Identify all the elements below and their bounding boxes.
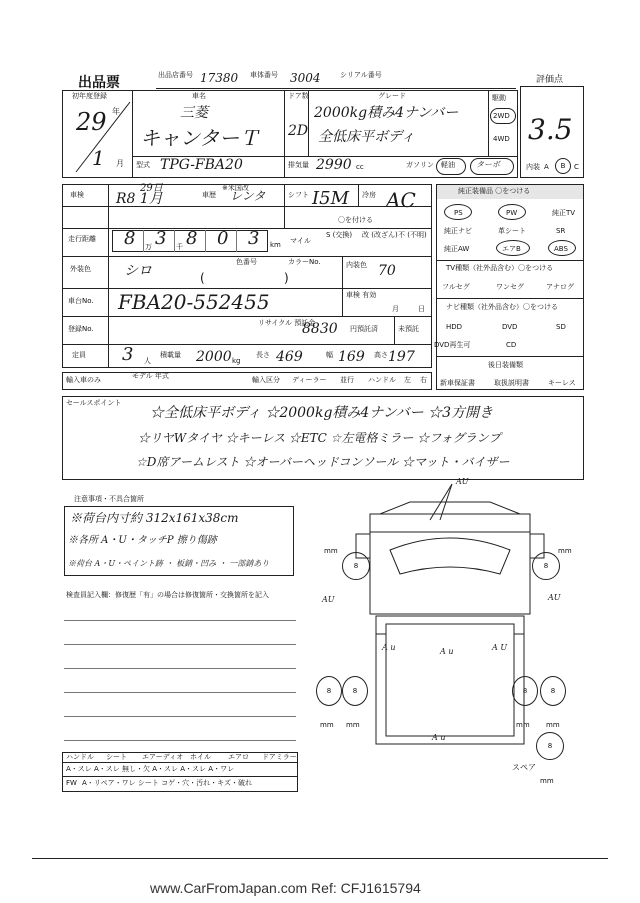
color-value: シロ <box>124 263 152 279</box>
meter-opt-kai: 改 (改ざん) <box>362 231 398 239</box>
interior-label: 内装 <box>526 163 540 171</box>
notes-line2: ※各所 A・U・タッチP 擦り傷跡 <box>68 535 217 546</box>
width-value: 169 <box>338 349 365 365</box>
handle-label: ハンドル <box>368 376 396 384</box>
interior-grade-b: B <box>555 158 571 174</box>
meter-opt-fu: 不 (不明) <box>398 231 427 239</box>
displacement-label: 排気量 <box>288 161 309 169</box>
mileage-digit-4: 0 <box>217 228 229 249</box>
model-type-label: 型式 <box>136 161 150 169</box>
first-reg-label: 初年度登録 <box>72 92 107 100</box>
eq-airbag: エアB <box>502 245 521 253</box>
mm-spare: mm <box>540 777 554 785</box>
eq-ps: PS <box>454 209 463 217</box>
fuel-gasoline: ガソリン <box>406 161 434 169</box>
rear-title: 後日装備類 <box>488 361 523 369</box>
rating-label: 評価点 <box>536 75 564 85</box>
register-label: 登録No. <box>68 325 94 333</box>
mark-5: A u <box>440 647 454 656</box>
sales-point-line2: ☆リヤWタイヤ ☆キーレス ☆ETC ☆左電格ミラー ☆フォグランプ <box>138 431 501 445</box>
mileage-sen: 千 <box>176 243 183 251</box>
tv-oneseg: ワンセグ <box>496 283 524 291</box>
eq-sr: SR <box>556 227 566 235</box>
detail-grid <box>62 184 432 368</box>
exhibitor-no-label: 出品店番号 <box>158 71 193 79</box>
sales-points-label: セールスポイント <box>66 399 122 407</box>
load-unit: kg <box>232 357 241 365</box>
mileage-unit: km <box>270 241 281 249</box>
meter-opt-s: S (交換) <box>326 231 353 239</box>
mileage-label: 走行距離 <box>68 235 96 243</box>
serial-no-label: シリアル番号 <box>340 71 382 79</box>
car-name-model: キャンターＴ <box>140 126 260 150</box>
inspection-day: 29日 <box>140 183 163 194</box>
rear-warranty: 新車保証書 <box>440 379 475 387</box>
sales-point-line3: ☆D席アームレスト ☆オーバーヘッドコンソール ☆マット・バイザー <box>136 455 510 469</box>
legend-h-audio: エアーディオ <box>142 753 184 761</box>
shift-label: シフト <box>288 191 309 199</box>
nav-hdd: HDD <box>446 323 463 331</box>
eq-abs: ABS <box>554 245 568 253</box>
nav-cd: CD <box>506 341 517 349</box>
drive-label: 駆動 <box>492 94 506 102</box>
tire-rear-left-inner: 8 <box>342 676 368 706</box>
fuel-diesel: 軽油 <box>441 161 455 169</box>
legend-h-mirror: ドアミラー <box>262 753 297 761</box>
body-no: 3004 <box>290 71 321 85</box>
shift-value: I5M <box>312 188 349 209</box>
mark-3: AU <box>548 593 561 602</box>
mileage-digit-2: 3 <box>155 228 167 249</box>
grade-line2: 全低床平ボディ <box>318 129 415 145</box>
tire-rear-right-inner: 8 <box>512 676 538 706</box>
inspection-due-month: 月 <box>392 305 399 313</box>
mileage-digit-5: 3 <box>248 228 260 249</box>
mark-1: AU <box>456 477 469 486</box>
mm-fl: mm <box>324 547 338 555</box>
turbo: ターボ <box>476 160 500 169</box>
car-name-maker: 三菱 <box>180 105 208 121</box>
footer-watermark: www.CarFromJapan.com Ref: CFJ1615794 <box>150 880 421 896</box>
footer-rule <box>32 858 608 859</box>
notes-line3: ※荷台 A・U・ペイント跡 ・ 板錆・凹み ・ 一部錆あり <box>68 559 270 568</box>
tire-spare: 8 <box>536 732 564 760</box>
inspection-value: R8 1月 <box>116 191 163 207</box>
capacity-label: 定員 <box>72 351 86 359</box>
mileage-man: 万 <box>145 243 152 251</box>
recycle-value: 8830 <box>302 321 338 337</box>
history-value: レンタ <box>230 189 266 203</box>
eq-nav: 純正ナビ <box>444 227 472 235</box>
inspector-label: 検査員記入欄：修復歴「有」の場合は修復箇所・交換箇所を記入 <box>66 591 269 599</box>
model-year-label: モデル 年式 <box>132 372 169 380</box>
rating-value: 3.5 <box>528 113 573 146</box>
sheet-title: 出品票 <box>78 75 120 91</box>
dealer-label: ディーラー <box>292 376 327 384</box>
width-label: 幅 <box>326 351 333 359</box>
mark-4: A u <box>382 643 396 652</box>
history-label: 車歴 <box>202 191 216 199</box>
mileage-digit-1: 8 <box>124 228 136 249</box>
tv-analog: アナログ <box>546 283 574 291</box>
capacity-value: 3 <box>122 344 134 365</box>
mm-rl1: mm <box>320 721 334 729</box>
tv-fullseg: フルセグ <box>442 283 470 291</box>
legend-h-handle: ハンドル <box>66 753 94 761</box>
interior-color-label: 内装色 <box>346 261 367 269</box>
first-reg-month: 1 <box>92 146 105 170</box>
mm-rr1: mm <box>516 721 530 729</box>
eq-pw: PW <box>506 209 518 217</box>
nav-dvd-play: DVD再生可 <box>434 341 471 349</box>
exhibitor-no: 17380 <box>200 71 239 85</box>
car-name-label: 車名 <box>192 92 206 100</box>
legend-h-wheel: ホイル <box>190 753 211 761</box>
interior-grade-c: C <box>574 163 579 171</box>
model-type: TPG-FBA20 <box>160 157 243 173</box>
inspection-label: 車検 <box>70 191 84 199</box>
tire-rear-right-outer: 8 <box>540 676 566 706</box>
mm-fr: mm <box>558 547 572 555</box>
color-label: 外装色 <box>70 265 91 273</box>
length-label: 長さ <box>256 351 270 359</box>
grade-line1: 2000kg積み4ナンバー <box>314 105 459 121</box>
capacity-unit: 人 <box>144 357 151 365</box>
import-label: 輸入車のみ <box>66 376 101 384</box>
load-value: 2000 <box>196 349 232 365</box>
recycle-note: ※米国改 <box>222 184 249 192</box>
year-unit: 年 <box>112 107 120 116</box>
legend-row2: A・リペア・ワレ シート コゲ・穴・汚れ・キズ・破れ <box>82 779 252 787</box>
spare-label: スペア <box>512 763 536 772</box>
eq-aw: 純正AW <box>444 245 470 253</box>
inspection-due-day: 日 <box>418 305 425 313</box>
mark-2: AU <box>322 595 335 604</box>
sales-point-line1: ☆全低床平ボディ ☆2000kg積み4ナンバー ☆3方開き <box>150 405 493 421</box>
displacement-unit: cc <box>356 163 364 171</box>
height-value: 197 <box>388 349 415 365</box>
recycle-status: 円預託済 <box>350 325 378 333</box>
drive-2wd: 2WD <box>493 112 510 120</box>
color-change-label: カラーNo. <box>288 258 321 266</box>
ac-value: AC <box>386 188 416 212</box>
frame-no-label: 車台No. <box>68 297 94 305</box>
mm-rr2: mm <box>546 721 560 729</box>
legend-h-seat: シート <box>106 753 127 761</box>
shift-sub: 〇を付ける <box>338 216 373 224</box>
parallel-label: 並行 <box>340 376 354 384</box>
mark-7: A u <box>432 733 446 742</box>
tire-front-left: 8 <box>342 552 370 580</box>
mm-rl2: mm <box>346 721 360 729</box>
factory-title: 純正装備品 〇をつける <box>458 187 531 195</box>
notes-line1: ※荷台内寸約 312x161x38cm <box>70 511 239 525</box>
mileage-digit-3: 8 <box>186 228 198 249</box>
mark-6: A U <box>492 643 508 652</box>
first-reg-slash <box>70 100 134 176</box>
door-label: ドア数 <box>288 92 309 100</box>
notes-label: 注意事項・不具合箇所 <box>74 495 144 503</box>
nav-title: ナビ種類（社外品含む）〇をつける <box>446 303 558 311</box>
import-section-label: 輸入区分 <box>252 376 280 384</box>
door-count: 2D <box>288 123 309 139</box>
displacement: 2990 <box>316 157 352 173</box>
first-reg-year: 29 <box>76 108 107 136</box>
body-no-label: 車体番号 <box>250 71 278 79</box>
right-label: 右 <box>420 376 427 384</box>
meter-label: マイル <box>290 237 311 245</box>
nav-dvd: DVD <box>502 323 518 331</box>
color-no-label: 色番号 <box>236 258 257 266</box>
left-label: 左 <box>404 376 411 384</box>
eq-tv: 純正TV <box>552 209 576 217</box>
month-unit: 月 <box>116 159 124 168</box>
frame-no: FBA20-552455 <box>118 290 270 314</box>
grade-label: グレード <box>378 92 406 100</box>
drive-4wd: 4WD <box>493 135 510 143</box>
legend-row1: A・スレ A・スレ 無し・欠 A・スレ A・スレ A・ワレ <box>66 765 235 773</box>
load-label: 積載量 <box>160 351 181 359</box>
header-underline <box>156 88 516 89</box>
recycle-label: リサイクル 預託金 <box>258 319 316 327</box>
tv-title: TV種類（社外品含む）〇をつける <box>446 264 554 272</box>
legend-row2-key: FW <box>66 779 77 787</box>
rear-keyless: キーレス <box>548 379 576 387</box>
legend-h-aero: エアロ <box>228 753 249 761</box>
tire-front-right: 8 <box>532 552 560 580</box>
height-label: 高さ <box>374 351 388 359</box>
length-value: 469 <box>276 349 303 365</box>
eq-leather: 革シート <box>498 227 526 235</box>
ac-label: 冷房 <box>362 191 376 199</box>
inspection-due-label: 車検 有効 <box>346 291 377 299</box>
nav-sd: SD <box>556 323 566 331</box>
tire-rear-left-outer: 8 <box>316 676 342 706</box>
unpaid-label: 未預託 <box>398 325 419 333</box>
rear-manual: 取扱説明書 <box>494 379 529 387</box>
interior-color-value: 70 <box>378 263 396 279</box>
interior-grade-a: A <box>544 163 549 171</box>
